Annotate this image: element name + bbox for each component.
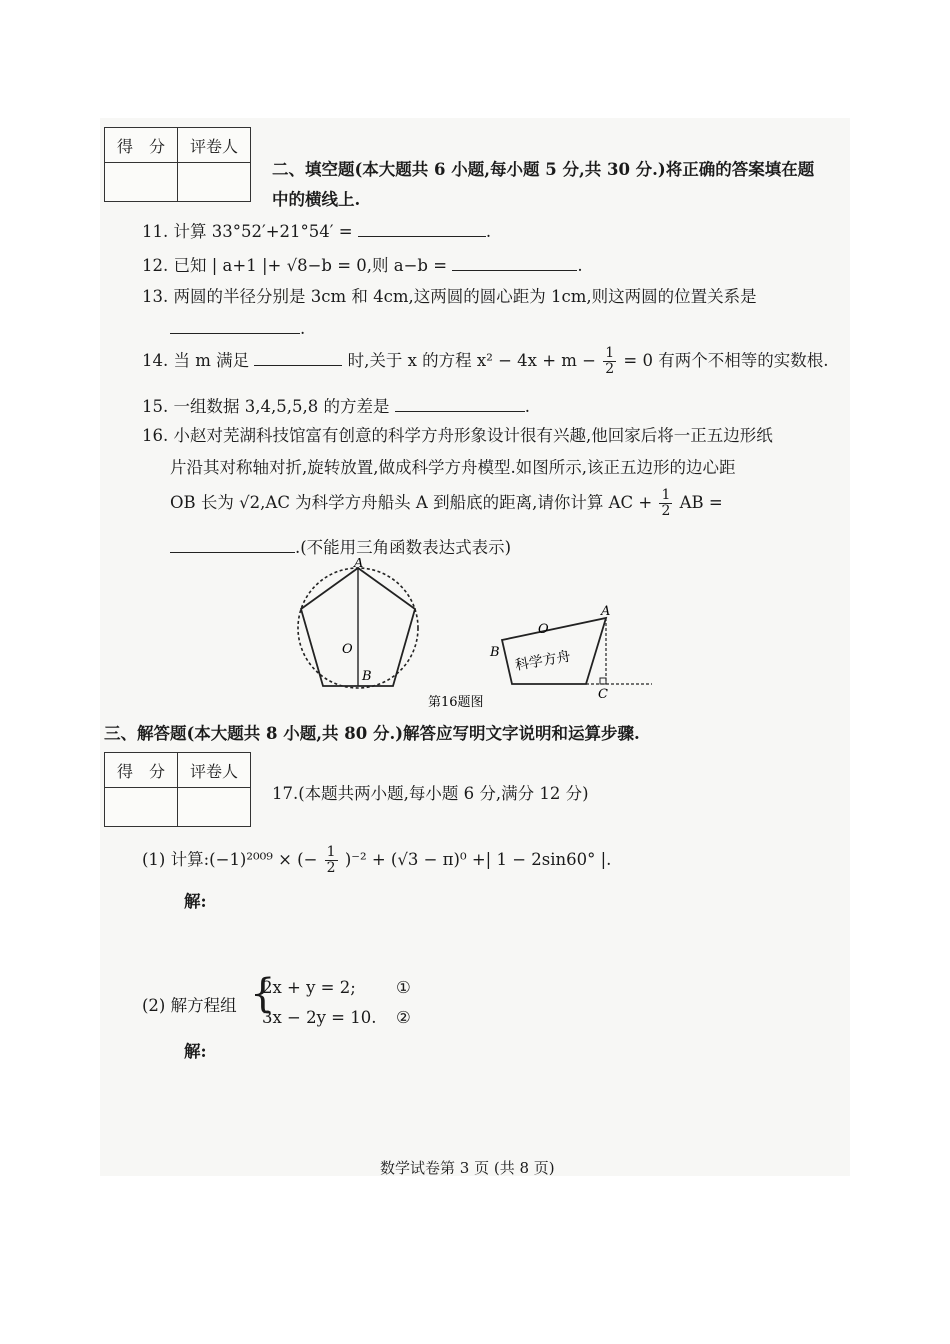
equation-1: 2x + y = 2; (262, 978, 356, 997)
equation-2-mark: ② (396, 1008, 411, 1027)
question-16-line2: 片沿其对称轴对折,旋转放置,做成科学方舟模型.如图所示,该正五边形的边心距 (170, 458, 736, 477)
answer-area-part2[interactable] (184, 1062, 824, 1142)
question-11: 11. 计算 33°52′+21°54′ = . (142, 218, 491, 242)
q13-answer-blank[interactable] (170, 316, 300, 334)
question-14: 14. 当 m 满足 时,关于 x 的方程 x² − 4x + m − $\frac{1}{2}$ = 0 有两个不相等的实数根. (142, 345, 829, 377)
section2-heading-line2: 中的横线上. (272, 190, 361, 209)
q11-answer-blank[interactable] (358, 219, 486, 237)
answer-area-part1[interactable] (184, 912, 824, 972)
question-15: 15. 一组数据 3,4,5,5,8 的方差是 . (142, 393, 530, 417)
label-A-circle: A (354, 558, 364, 571)
question-16-line1: 16. 小赵对芜湖科技馆富有创意的科学方舟形象设计很有兴趣,他回家后将一正五边形纸 (142, 426, 773, 445)
score-cell[interactable] (105, 788, 178, 827)
score-cell[interactable] (105, 163, 178, 202)
question-16-line3: OB 长为 √2,AC 为科学方舟船头 A 到船底的距离,请你计算 AC + $\frac{1}{2}$ AB = (170, 487, 723, 519)
question-17-title: 17.(本题共两小题,每小题 6 分,满分 12 分) (272, 784, 589, 803)
label-O-boat: O (538, 622, 549, 637)
label-O-circle: O (342, 642, 353, 657)
q14-answer-blank[interactable] (254, 348, 342, 366)
answer-label-part2: 解: (184, 1042, 207, 1061)
q15-answer-blank[interactable] (395, 394, 525, 412)
score-header: 得 分 (105, 128, 178, 163)
grader-header: 评卷人 (178, 128, 251, 163)
q12-answer-blank[interactable] (452, 253, 577, 271)
q12-text: 12. 已知 | a+1 |+ √8−b = 0,则 a−b = (142, 256, 448, 275)
grader-cell[interactable] (178, 788, 251, 827)
score-header: 得 分 (105, 753, 178, 788)
q16-answer-blank[interactable] (170, 535, 295, 553)
q11-text: 11. 计算 33°52′+21°54′ = (142, 222, 353, 241)
label-A-boat: A (601, 604, 611, 619)
answer-label-part1: 解: (184, 892, 207, 911)
grader-cell[interactable] (178, 163, 251, 202)
question-13-line1: 13. 两圆的半径分别是 3cm 和 4cm,这两圆的圆心距为 1cm,则这两圆的位置关系是 (142, 287, 757, 306)
q16-fraction: $\frac{1}{2}$ (661, 487, 671, 519)
question-17-part2: (2) 解方程组 (142, 996, 237, 1015)
label-C-boat: C (598, 687, 608, 702)
equation-2: 3x − 2y = 10. (262, 1008, 377, 1027)
section2-heading-line1: 二、填空题(本大题共 6 小题,每小题 5 分,共 30 分.)将正确的答案填在题 (272, 160, 815, 179)
boat-label: 科学方舟 (513, 648, 572, 674)
section3-heading: 三、解答题(本大题共 8 小题,共 80 分.)解答应写明文字说明和运算步骤. (104, 724, 640, 743)
right-angle-mark (600, 678, 606, 684)
page-footer: 数学试卷第 3 页 (共 8 页) (380, 1159, 555, 1177)
score-table-q17 (104, 752, 251, 827)
label-B-circle: B (362, 669, 372, 684)
question-13-line2: . (170, 316, 305, 338)
question-17-part1: (1) 计算:(−1)²⁰⁰⁹ × (− $\frac{1}{2}$ )⁻² + (√3 − π)⁰ +| 1 − 2sin60° |. (142, 844, 612, 876)
q14-fraction: $\frac{1}{2}$ (605, 345, 615, 377)
figure-caption: 第16题图 (428, 695, 484, 710)
label-B-boat: B (490, 645, 500, 660)
q17-fraction: $\frac{1}{2}$ (326, 844, 336, 876)
question-16-line4: .(不能用三角函数表达式表示) (170, 534, 511, 558)
figure-16 (280, 558, 670, 718)
grader-header: 评卷人 (178, 753, 251, 788)
equation-brace: { (250, 971, 276, 1017)
score-table-section2 (104, 127, 251, 202)
equation-1-mark: ① (396, 978, 411, 997)
question-12: 12. 已知 | a+1 |+ √8−b = 0,则 a−b = . (142, 252, 583, 276)
